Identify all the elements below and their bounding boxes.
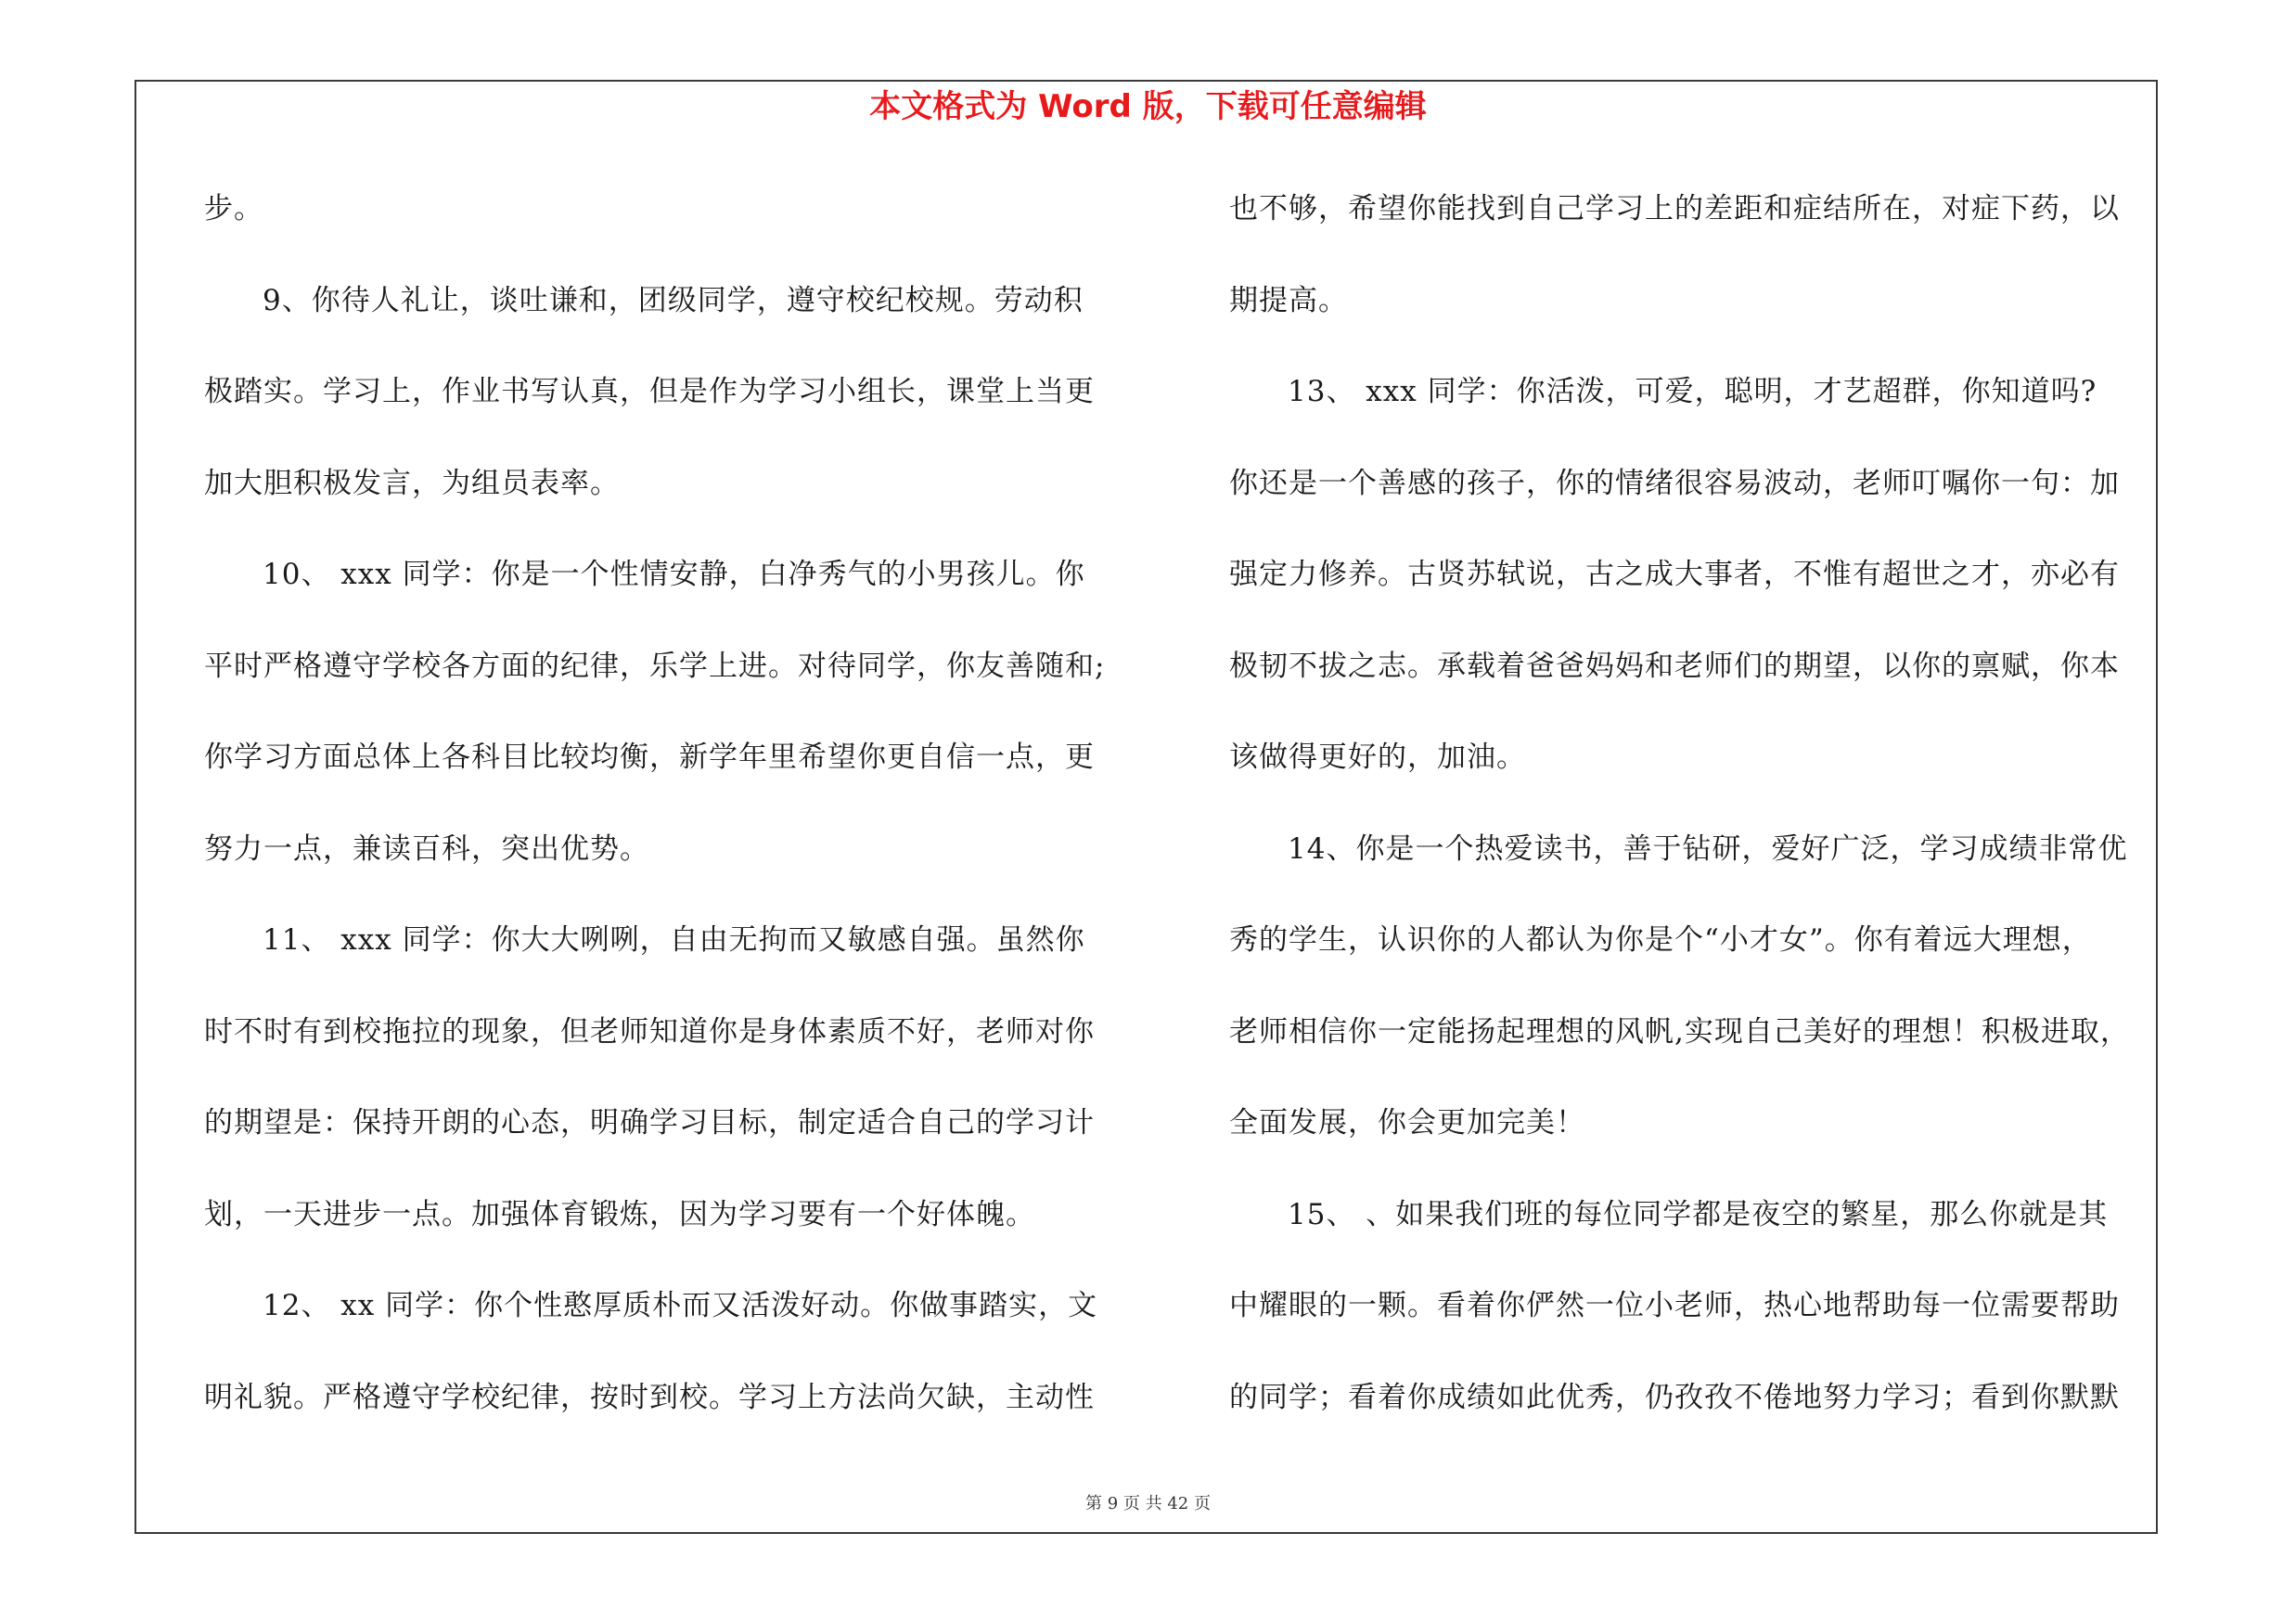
text-line: 11、 xxx 同学：你大大咧咧，自由无拘而又敏感自强。虽然你 <box>263 923 1085 957</box>
text-line: 中耀眼的一颗。看着你俨然一位小老师，热心地帮助每一位需要帮助 <box>1229 1289 2120 1322</box>
text-line: 划，一天进步一点。加强体育锻炼，因为学习要有一个好体魄。 <box>204 1197 1035 1231</box>
right-text-column <box>1229 181 2157 1461</box>
text-line: 9、你待人礼让，谈吐谦和，团级同学，遵守校纪校规。劳动积 <box>263 283 1084 317</box>
text-line: 15、 、如果我们班的每位同学都是夜空的繁星，那么你就是其 <box>1288 1197 2109 1231</box>
text-line: 努力一点，兼读百科，突出优势。 <box>204 831 649 866</box>
text-line: 平时严格遵守学校各方面的纪律，乐学上进。对待同学，你友善随和; <box>204 649 1106 683</box>
text-line: 明礼貌。严格遵守学校纪律，按时到校。学习上方法尚欠缺，主动性 <box>204 1380 1095 1414</box>
text-line: 10、 xxx 同学：你是一个性情安静，白净秀气的小男孩儿。你 <box>263 558 1085 591</box>
text-line: 强定力修养。古贤苏轼说，古之成大事者，不惟有超世之才，亦必有 <box>1229 558 2120 591</box>
text-line: 老师相信你一定能扬起理想的风帆,实现自己美好的理想！积极进取， <box>1229 1014 2130 1049</box>
text-line: 极韧不拔之志。承载着爸爸妈妈和老师们的期望，以你的禀赋，你本 <box>1229 649 2120 683</box>
text-line: 时不时有到校拖拉的现象，但老师知道你是身体素质不好，老师对你 <box>204 1014 1095 1049</box>
text-line: 12、 xx 同学：你个性憨厚质朴而又活泼好动。你做事踏实，文 <box>263 1289 1098 1322</box>
text-line: 秀的学生，认识你的人都认为你是个“小才女”。你有着远大理想， <box>1229 923 2092 957</box>
text-line: 加大胆积极发言，为组员表率。 <box>204 466 620 500</box>
text-line: 13、 xxx 同学：你活泼，可爱，聪明，才艺超群，你知道吗? <box>1288 375 2097 408</box>
text-line: 的同学；看着你成绩如此优秀，仍孜孜不倦地努力学习；看到你默默 <box>1229 1380 2120 1414</box>
left-text-column <box>204 181 1132 1461</box>
text-line: 你学习方面总体上各科目比较均衡，新学年里希望你更自信一点，更 <box>204 741 1095 774</box>
text-line: 也不够，希望你能找到自己学习上的差距和症结所在，对症下药，以 <box>1229 192 2120 225</box>
text-line: 14、你是一个热爱读书，善于钻研，爱好广泛，学习成绩非常优 <box>1288 831 2128 866</box>
text-line: 步。 <box>204 192 263 225</box>
page-number: 第 9 页 共 42 页 <box>1085 1494 1211 1514</box>
text-line: 期提高。 <box>1229 283 1348 317</box>
header-banner: 本文格式为 Word 版，下载可任意编辑 <box>869 88 1427 125</box>
text-line: 的期望是：保持开朗的心态，明确学习目标，制定适合自己的学习计 <box>204 1106 1095 1140</box>
text-line: 该做得更好的，加油。 <box>1229 741 1526 774</box>
text-line: 全面发展，你会更加完美！ <box>1229 1106 1585 1140</box>
text-line: 极踏实。学习上，作业书写认真，但是作为学习小组长，课堂上当更 <box>204 375 1095 408</box>
text-line: 你还是一个善感的孩子，你的情绪很容易波动，老师叮嘱你一句：加 <box>1229 466 2120 500</box>
